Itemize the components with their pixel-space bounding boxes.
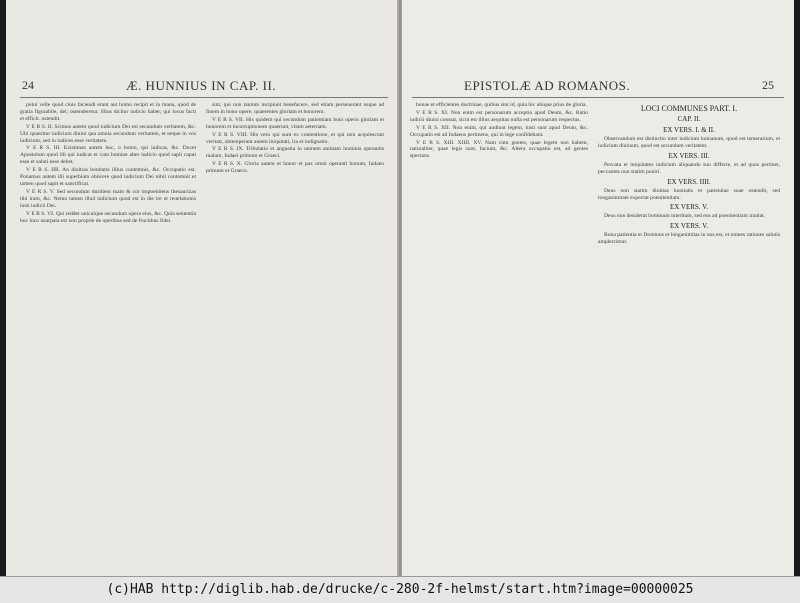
left-page-number: 24 [22,78,34,92]
text-paragraph: potui velle quod ciuis faciendi erant aut homo recipit et in manu, quod de gratia figurabile, dei; ostenderetur. illius dicitur iudicio habet; qui locus facit et efficit. ostendit. [20,102,196,122]
text-paragraph: bonae et efficientes doctrinae, quibus sint id, quia hic ubique prius de gloria. [416,102,587,108]
text-paragraph: V E R S. XIII. XIIII. XV. Nam cum gentes, quae legem non habent, naturaliter, quae legis sunt, faciunt, &c. Altera occupatio est, ad gentes spectans. [410,139,588,160]
text-paragraph: V E R S. XII. Non enim, qui audiunt legem, iusti sunt apud Deum, &c. Occupatio est ad Iudaeos pertinens, qui in lege confidebant. [410,124,588,138]
text-paragraph: V E R S. VIII. His vero qui sunt ex contentione, et qui non acquiescunt veritati, obtemperant autem iniquitati, ira et indignatio. [206,131,384,145]
left-column-2 [206,102,384,562]
text-paragraph: Peccata et iniquitates iudicium aliquando suo differre, et ad quos pertinet, peccantes non statim puniri. [598,161,780,175]
verse-heading: EX VERS. IIII. [667,177,711,186]
right-column-1 [410,102,588,562]
text-paragraph: Observandum est distinctio inter iudicium humanum, quod est temerarium, et iudicium diuinum, quod est secundum veritatem. [598,136,780,149]
text-paragraph: Bona patientia et Dominus et longanimitas in nos est, et omnes rationes salutis amplectimur. [598,232,780,246]
text-paragraph: V E R S. II. Scimus autem quod iudicium Dei est secundum veritatem, &c. Ubi quaeritur iudicium diuini qua omnia secundum veritatem, et neque in vos iudicium, sed in iudices esse veritatem. [20,123,196,144]
text-paragraph: Deus non statim diuitias bonitatis et patientiae suae ostendit, sed longanimitate expectat poenitentiam. [598,187,780,201]
text-paragraph: V E R S. X. Gloria autem et honor et pax omni operanti bonum, Iudaeo primum et Graeco. [206,161,384,175]
text-paragraph: V E R S. IX. Tribulatio et angustia in omnem animam hominis operantis malum, Iudaei primum et Graeci. [206,146,384,160]
left-running-head: Æ. HUNNIUS IN CAP. II. [126,78,277,93]
loci-title: LOCI COMMUNES PART. I. [640,104,738,113]
left-head-rule [20,97,388,98]
text-paragraph: sint, qui non tantum incipiunt benefacere, sed etiam perseuerant usque ad finem in bono opere, quaerentes gloriam et honorem. [206,102,384,115]
text-paragraph: V E R S. V. Sed secundum duritiem tuam & cor impoenitens thesaurizas tibi iram, &c. Nemo tamen illud iudicium quod est in die ire et reuelationis iusti iudicii Dei. [20,188,196,209]
right-head-rule [412,97,784,98]
right-page [402,0,794,576]
verse-heading: EX VERS. V. [669,203,709,212]
verse-heading: EX VERS. III. [668,151,710,160]
loci-verse-heading: EX VERS. I. & II. [663,126,715,134]
text-paragraph: V E R S. III. Existimas autem hoc, o homo, qui iudicas, &c. Docet Apostolum quod illi qui iudicat et cum homine alter iudicio quod sapit caput esse et saluti esse debet. [20,145,196,166]
text-paragraph: V E R S. XI. Non enim est personarum acceptio apud Deum, &c. Ratio iudicii diuini constat, sicut est illius aequitas nulla est personarum respectus. [410,109,588,123]
right-running-head: EPISTOLÆ AD ROMANOS. [464,78,631,93]
left-column-1 [20,102,196,562]
source-caption: (c)HAB http://diglib.hab.de/drucke/c-280-2f-helmst/start.htm?image=00000025 [0,576,800,603]
text-paragraph: V E R S. VI. Qui reddet unicuique secundum opera eius, &c. Quia sententia hoc loco usurpata est non proprie de operibus sed de fructibus fidei. [20,210,196,224]
left-page [6,0,398,576]
text-paragraph: V E R S. VII. His quidem qui secundum patientiam boni operis gloriam et honorem et incorruptionem quaerunt, vitam aeternam. [206,116,384,130]
loci-subtitle: CAP. II. [677,115,701,123]
right-column-2 [598,102,780,562]
loci-body [598,136,780,246]
verse-heading: EX VERS. V. [669,222,709,231]
text-paragraph: V E R S. IIII. An diuitias bonitatis illius contemnis, &c. Occupatio est. Ponamus autem illi superbiam obiicere quod iudicium Dei nihil contemnit et tamen quod sapit et sanctificat. [20,167,196,187]
right-page-number: 25 [762,78,774,92]
text-paragraph: Deus non desiderat hominum interitum, sed eos ad poenitentiam inuitat. [604,213,766,220]
